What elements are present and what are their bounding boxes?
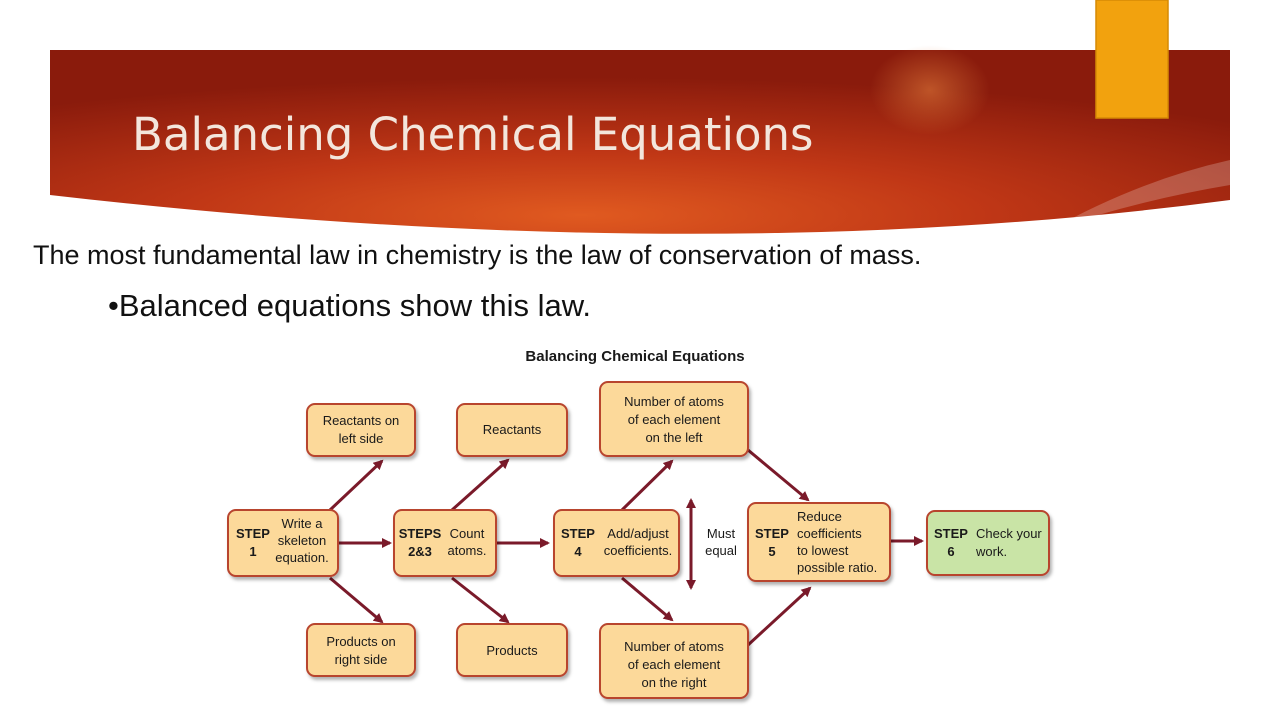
box-text: left side [338,431,384,446]
step-label: STEP [934,526,968,541]
box-text: Write a [281,516,323,531]
arrow-step4-atoms-left [622,461,672,510]
box-text: on the left [645,430,703,445]
arrow-atoms-right-step5 [748,588,810,645]
svg-text:Write askeletonequation. [275,516,329,565]
slide-title: Balancing Chemical Equations [132,108,814,161]
box-text: to lowest [797,543,849,558]
box-atoms-left [600,382,748,456]
flowchart [220,340,1070,710]
step-number: 4 [574,544,582,559]
box-step4 [554,510,679,576]
box-step1 [228,510,338,576]
box-text: Check your [976,526,1042,541]
box-atoms-right [600,624,748,698]
box-text: Reactants on [322,413,400,428]
box-text: possible ratio. [797,560,878,575]
box-text: of each element [627,412,721,427]
box-text: right side [334,652,388,667]
arrow-step4-atoms-right [622,578,672,620]
arrow-steps23-reactants [452,460,508,510]
banner-glow [870,45,990,135]
arrow-steps23-products [452,578,508,622]
box-text: skeleton [277,533,327,548]
step-label: STEP [561,526,595,541]
box-steps23 [394,510,496,576]
box-products [457,624,567,676]
box-text: Must [706,526,736,541]
box-reactants-left [307,404,415,456]
step-number: 1 [249,544,257,559]
box-step5 [748,503,890,581]
accent-tab [1096,0,1168,118]
step-number: 2&3 [408,544,432,559]
box-text: on the right [641,675,707,690]
box-reactants [457,404,567,456]
box-text: Count [449,526,485,541]
box-text: Reactants [482,422,542,437]
box-text: equal [705,543,737,558]
box-text: Products [486,643,538,658]
step-label: STEP [236,526,270,541]
step-label: STEP [755,526,789,541]
box-text: equation. [275,550,329,565]
box-text: Number of atoms [624,639,724,654]
step-number: 6 [947,544,955,559]
box-text: Number of atoms [624,394,724,409]
box-step6 [927,511,1049,575]
box-text: of each element [627,657,721,672]
box-text: coefficients [797,526,862,541]
box-text: coefficients. [603,543,673,558]
box-products-right [307,624,415,676]
intro-text: The most fundamental law in chemistry is the law of conservation of mass. [33,240,922,270]
arrow-step1-reactants-left [330,461,382,510]
arrow-step1-products-right [330,578,382,622]
box-text: Products on [326,634,396,649]
box-text: Add/adjust [607,526,669,541]
box-text: atoms. [447,543,487,558]
step-number: 5 [768,544,776,559]
label-must-equal [705,526,737,558]
svg-text:Mustequal [705,526,737,558]
box-text: work. [976,544,1008,559]
box-text: Reduce [797,509,842,524]
bullet-text: •Balanced equations show this law. [108,288,592,323]
diagram-title: Balancing Chemical Equations [525,348,745,365]
arrow-atoms-left-step5 [748,450,808,500]
step-label: STEPS [398,526,442,541]
